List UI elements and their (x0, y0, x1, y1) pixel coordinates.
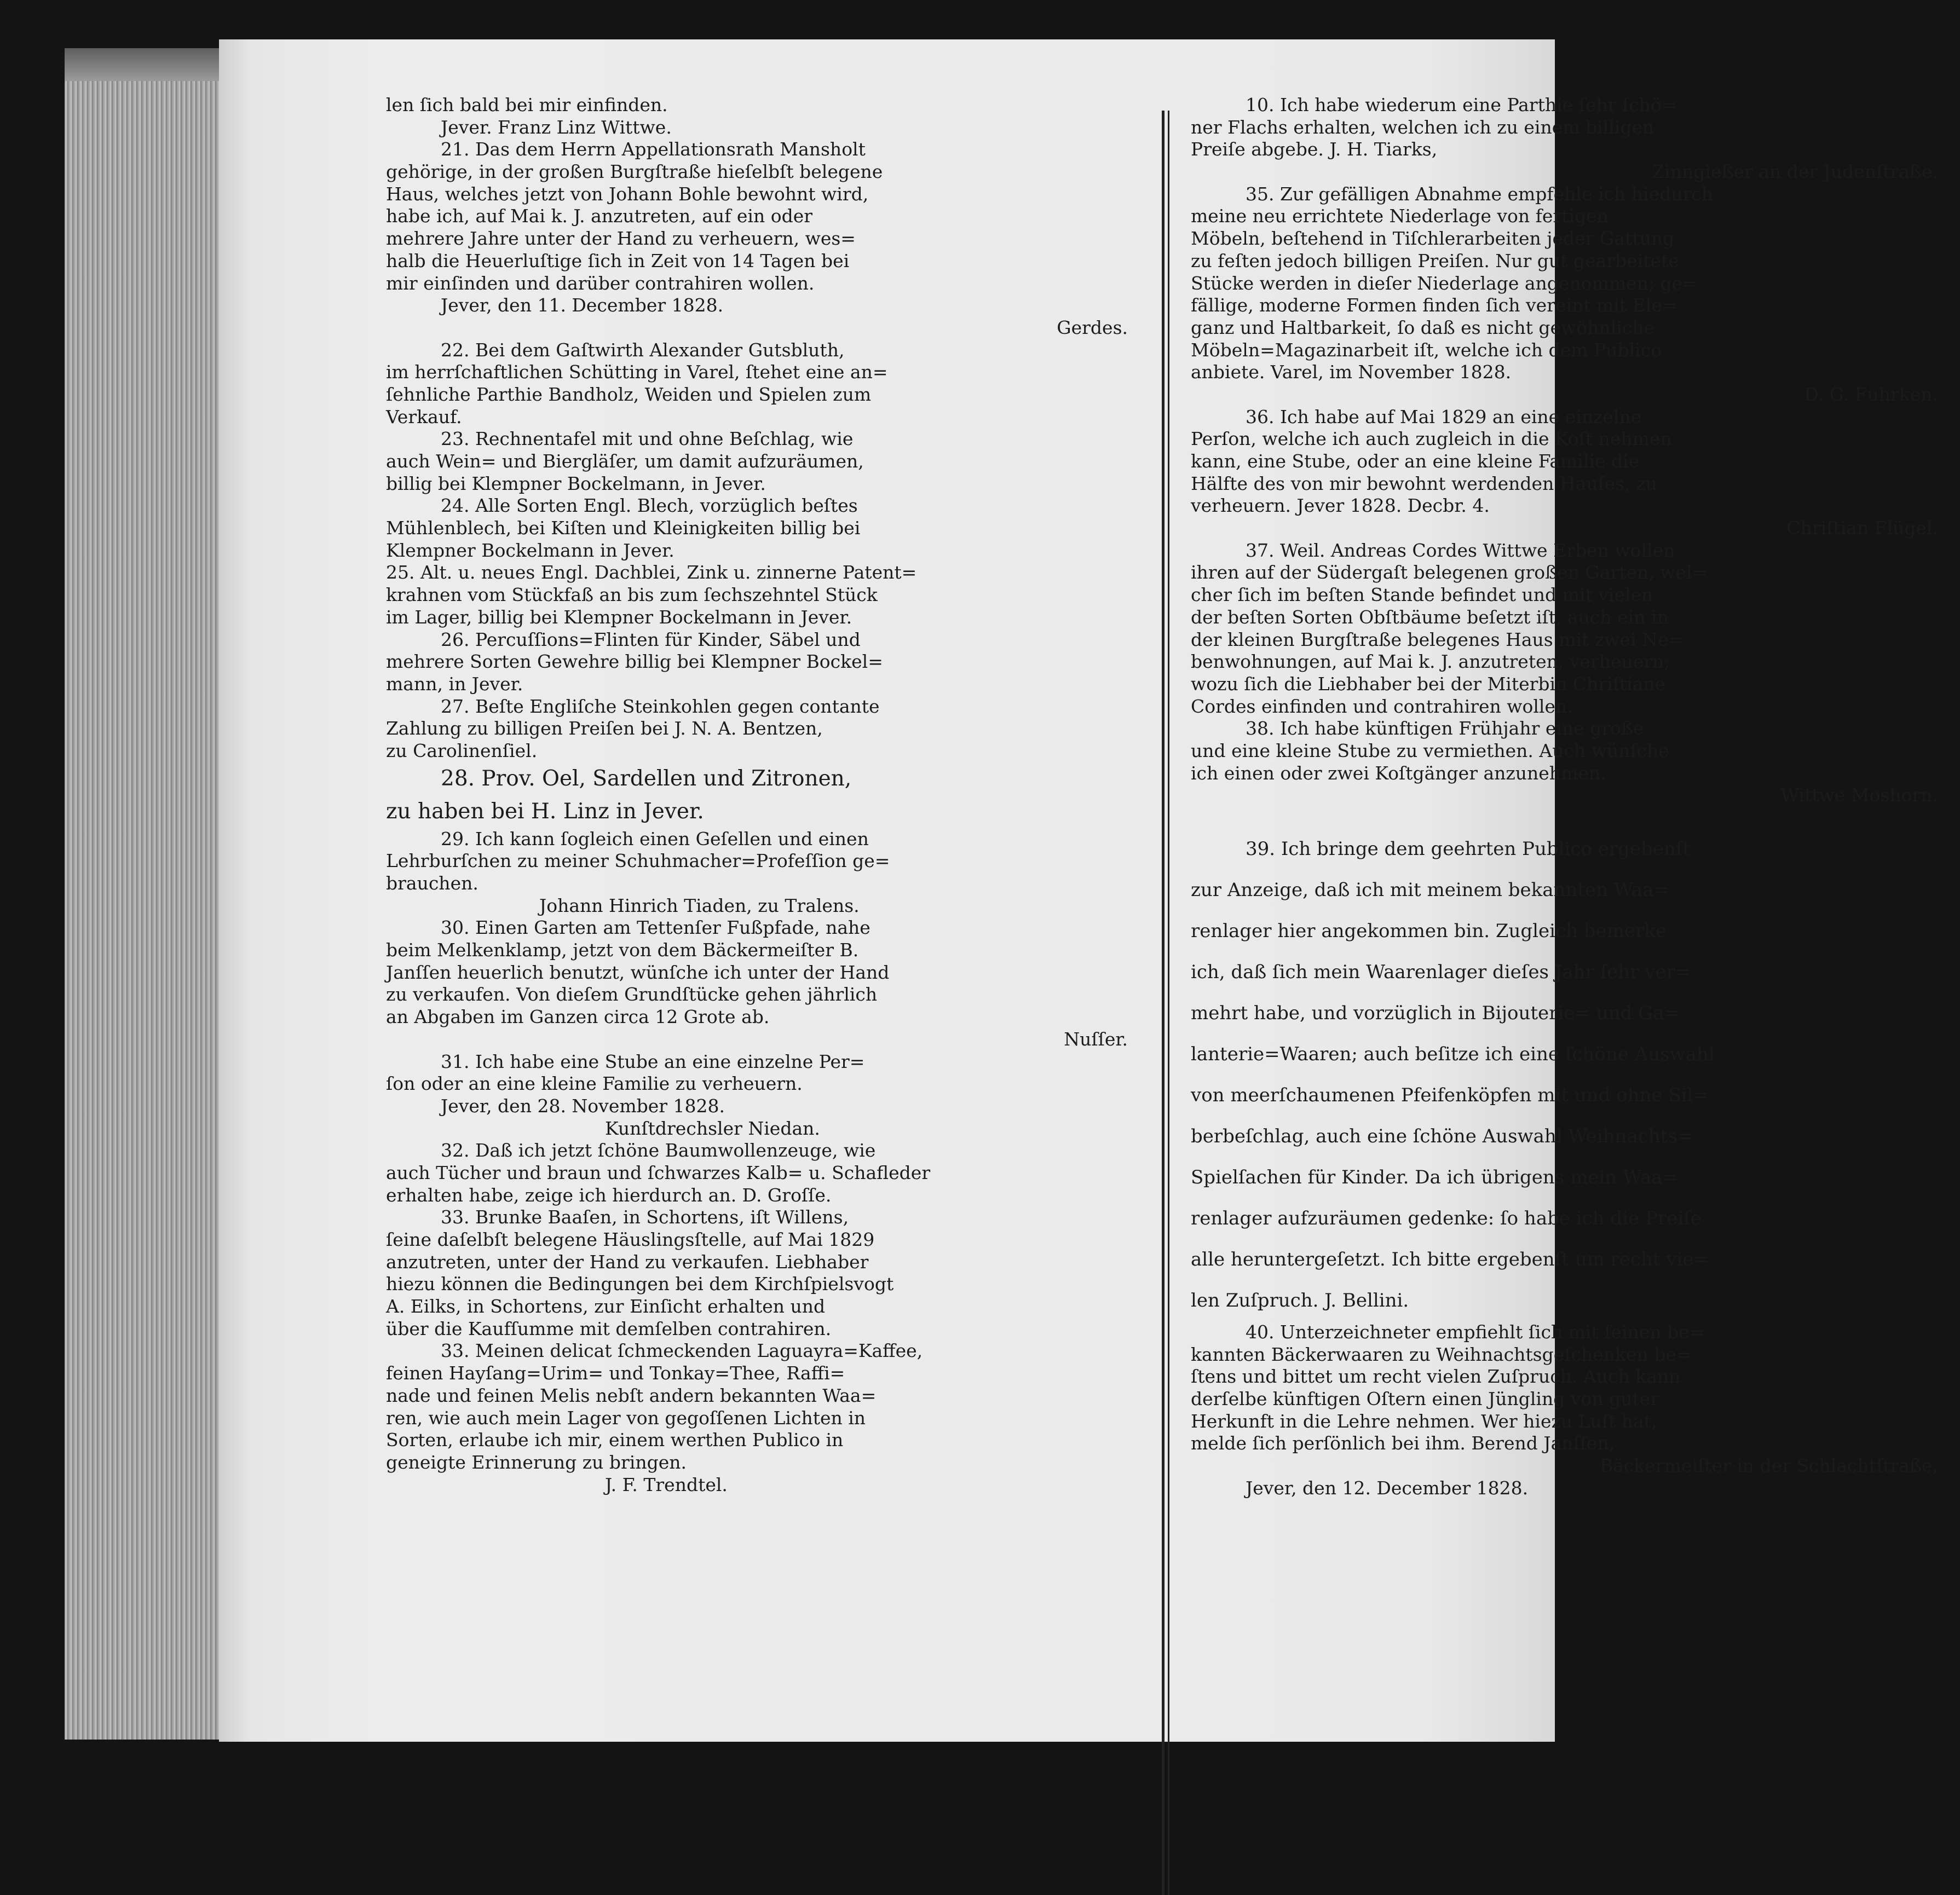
text-line: fällige, moderne Formen finden ſich vereint mit Ele= (1191, 294, 1677, 316)
text-line: 22. Bei dem Gaſtwirth Alexander Gutsbluth, (441, 339, 845, 361)
text-line: kann, eine Stube, oder an eine kleine Familie die (1191, 450, 1640, 472)
signature-line: D. G. Fuhrken. (1804, 383, 1938, 405)
text-line: Hälfte des von mir bewohnt werdenden Hauſes, zu (1191, 472, 1657, 494)
text-line: zu verkaufen. Von dieſem Grundſtücke gehen jährlich (386, 984, 878, 1006)
text-line: von meerſchaumenen Pfeifenköpfen mit und ohne Sil= (1191, 1084, 1709, 1106)
text-line: Mühlenblech, bei Kiſten und Kleinigkeiten billig bei (386, 517, 861, 539)
text-line: 35. Zur gefälligen Abnahme empfehle ich hiedurch (1246, 183, 1713, 205)
text-line: ihren auf der Südergaſt belegenen großen Garten, wel= (1191, 562, 1708, 583)
text-line: Möbeln=Magazinarbeit iſt, welche ich dem Publico (1191, 339, 1662, 361)
text-line: zu Carolinenſiel. (386, 739, 538, 761)
text-line: 23. Rechnentafel mit und ohne Beſchlag, wie (441, 428, 854, 450)
text-line: ich, daß ſich mein Waarenlager dieſes Jahr ſehr ver= (1191, 961, 1691, 983)
text-line: Herkunft in die Lehre nehmen. Wer hiezu Luſt hat, (1191, 1410, 1657, 1432)
column-divider (1162, 111, 1165, 1895)
text-line: Spielſachen für Kinder. Da ich übrigens mein Waa= (1191, 1166, 1679, 1188)
text-line: ſtens und bittet um recht vielen Zuſpruch. Auch kann (1191, 1366, 1681, 1388)
text-line: erhalten habe, zeige ich hierdurch an. D. Groſſe. (386, 1184, 832, 1206)
signature-line: Nuſſer. (1064, 1028, 1128, 1050)
text-line: feinen Hayſang=Urim= und Tonkay=Thee, Raffi= (386, 1362, 845, 1384)
text-line: hiezu können die Bedingungen bei dem Kirchſpielsvogt (386, 1273, 894, 1295)
text-line: 32. Daß ich jetzt ſchöne Baumwollenzeuge, wie (441, 1140, 876, 1162)
text-line: anzutreten, unter der Hand zu verkaufen. Liebhaber (386, 1251, 869, 1273)
text-line: krahnen vom Stückfaß an bis zum ſechszehntel Stück (386, 584, 878, 606)
text-line: brauchen. (386, 873, 479, 894)
signature-line: Wittwe Moshorn. (1780, 784, 1938, 806)
text-line: halb die Heuerluſtige ſich in Zeit von 14 Tagen bei (386, 250, 850, 271)
text-line: 29. Ich kann ſogleich einen Geſellen und einen (441, 828, 869, 850)
text-line: alle heruntergeſetzt. Ich bitte ergebenſt um recht vie= (1191, 1249, 1710, 1270)
text-line: mir einſinden und darüber contrahiren wollen. (386, 272, 815, 294)
text-line: der kleinen Burgſtraße belegenes Haus mit zwei Ne= (1191, 628, 1684, 650)
text-line: melde ſich perſönlich bei ihm. Berend Janſſen, (1191, 1432, 1615, 1454)
text-line: Jever, den 12. December 1828. (1246, 1477, 1529, 1499)
text-line: 27. Beſte Engliſche Steinkohlen gegen contante (441, 695, 880, 717)
text-line: mehrt habe, und vorzüglich in Bijouterie= und Ga= (1191, 1002, 1680, 1024)
left-column (386, 94, 1150, 1496)
text-line: 36. Ich habe auf Mai 1829 an eine einzelne (1246, 406, 1642, 427)
text-line-large: 28. Prov. Oel, Sardellen und Zitronen, (441, 766, 852, 791)
text-line: 40. Unterzeichneter empfiehlt ſich mit ſeinen be= (1246, 1321, 1705, 1343)
text-line: len Zuſpruch. J. Bellini. (1191, 1290, 1409, 1312)
text-line: ren, wie auch mein Lager von gegoſſenen Lichten in (386, 1407, 866, 1429)
text-line: im herrſchaftlichen Schütting in Varel, ſtehet eine an= (386, 361, 888, 383)
text-line: meine neu errichtete Niederlage von fertigen (1191, 205, 1609, 227)
signature-line: Bäckermeiſter in der Schlachtſtraße, (1599, 1455, 1938, 1477)
text-line: ganz und Haltbarkeit, ſo daß es nicht gewöhnliche (1191, 316, 1655, 338)
text-line: Jever, den 28. November 1828. (441, 1095, 725, 1117)
text-line: mehrere Jahre unter der Hand zu verheuern, wes= (386, 228, 856, 250)
text-line: Cordes einfinden und contrahiren wollen. (1191, 695, 1573, 717)
text-line: 10. Ich habe wiederum eine Parthie ſehr ſchö= (1246, 94, 1677, 115)
text-line: wozu ſich die Liebhaber bei der Miterbin Chriſtiane (1191, 673, 1666, 695)
text-line: 39. Ich bringe dem geehrten Publico ergebenſt (1246, 838, 1691, 860)
text-line: A. Eilks, in Schortens, zur Einſicht erhalten und (386, 1296, 826, 1318)
text-line: 38. Ich habe künftigen Frühjahr eine große (1246, 718, 1644, 739)
text-line: Preiſe abgebe. J. H. Tiarks, (1191, 138, 1438, 160)
text-line: lanterie=Waaren; auch beſitze ich eine ſchöne Auswahl (1191, 1043, 1715, 1065)
text-line: auch Wein= und Biergläſer, um damit aufzuräumen, (386, 450, 864, 472)
text-line: derſelbe künftigen Oſtern einen Jüngling von guter (1191, 1388, 1659, 1410)
text-line: zur Anzeige, daß ich mit meinem bekannten Waa= (1191, 879, 1669, 901)
text-line: Zahlung zu billigen Preiſen bei J. N. A. Bentzen, (386, 718, 823, 739)
newspaper-page (219, 39, 1938, 1742)
text-line: cher ſich im beſten Stande befindet und mit vielen (1191, 584, 1653, 606)
right-column (1191, 94, 1960, 1500)
text-line: Verkauf. (386, 406, 462, 427)
text-line: benwohnungen, auf Mai k. J. anzutreten, verheuern; (1191, 651, 1670, 673)
text-line: zu feſten jedoch billigen Preiſen. Nur gut gearbeitete (1191, 250, 1679, 271)
text-line: ner Flachs erhalten, welchen ich zu einem billigen (1191, 116, 1655, 138)
text-line: Janſſen heuerlich benutzt, wünſche ich unter der Hand (386, 961, 890, 983)
text-line: auch Tücher und braun und ſchwarzes Kalb= u. Schafleder (386, 1162, 931, 1183)
paragraph-spacer (1191, 807, 1960, 829)
text-line: renlager hier angekommen bin. Zugleich bemerke (1191, 920, 1667, 942)
text-line: mehrere Sorten Gewehre billig bei Klempner Bockel= (386, 651, 883, 673)
text-line: 26. Percuſſions=Flinten für Kinder, Säbel und (441, 628, 861, 650)
text-line: nade und feinen Melis nebſt andern bekannten Waa= (386, 1384, 877, 1406)
text-line: ſeine daſelbſt belegene Häuslingsſtelle, auf Mai 1829 (386, 1229, 875, 1250)
text-line: ich einen oder zwei Koſtgänger anzunehmen. (1191, 762, 1606, 784)
text-line: renlager aufzuräumen gedenke: ſo habe ich die Preiſe (1191, 1208, 1702, 1229)
text-line: Sorten, erlaube ich mir, einem werthen Publico in (386, 1429, 844, 1451)
text-line: habe ich, auf Mai k. J. anzutreten, auf ein oder (386, 205, 813, 227)
book-top-edge (65, 48, 229, 81)
text-line: ſehnliche Parthie Bandholz, Weiden und Spielen zum (386, 383, 872, 405)
text-line-large: zu haben bei H. Linz in Jever. (386, 799, 704, 824)
text-line: Jever. Franz Linz Wittwe. (441, 116, 672, 138)
text-line: 30. Einen Garten am Tettenſer Fußpfade, nahe (441, 917, 871, 939)
text-line: kannten Bäckerwaaren zu Weihnachtsgeſchenken be= (1191, 1343, 1692, 1365)
text-line: 33. Brunke Baaſen, in Schortens, iſt Willens, (441, 1206, 849, 1228)
text-line: an Abgaben im Ganzen circa 12 Grote ab. (386, 1006, 770, 1028)
text-line: 33. Meinen delicat ſchmeckenden Laguayra=Kaffee, (441, 1340, 923, 1362)
text-line: Stücke werden in dieſer Niederlage angenommen; ge= (1191, 272, 1698, 294)
text-line: über die Kaufſumme mit demſelben contrahiren. (386, 1318, 832, 1339)
text-line: gehörige, in der großen Burgſtraße hieſelbſt belegene (386, 161, 883, 183)
signature-line: Zinngießer an der Judenſtraße. (1652, 161, 1938, 183)
text-line: Jever, den 11. December 1828. (441, 294, 724, 316)
text-line: billig bei Klempner Bockelmann, in Jever. (386, 472, 766, 494)
text-line: 21. Das dem Herrn Appellationsrath Mansholt (441, 138, 866, 160)
text-line: ſon oder an eine kleine Familie zu verheuern. (386, 1073, 803, 1095)
text-line: Lehrburſchen zu meiner Schuhmacher=Profeſſion ge= (386, 850, 890, 872)
text-line: im Lager, billig bei Klempner Bockelmann in Jever. (386, 606, 852, 628)
text-line: 37. Weil. Andreas Cordes Wittwe Erben wollen (1246, 539, 1675, 561)
text-line: anbiete. Varel, im November 1828. (1191, 361, 1512, 383)
text-line: und eine kleine Stube zu vermiethen. Auch wünſche (1191, 739, 1669, 761)
text-line: der beſten Sorten Obſtbäume beſetzt iſt, auch ein in (1191, 606, 1669, 628)
text-line: len ſich bald bei mir einfinden. (386, 94, 668, 115)
text-line: Haus, welches jetzt von Johann Bohle bewohnt wird, (386, 183, 869, 205)
text-line: 31. Ich habe eine Stube an eine einzelne Per= (441, 1050, 865, 1072)
signature-line: Gerdes. (1057, 316, 1128, 338)
signature-line: J. F. Trendtel. (605, 1474, 728, 1495)
signature-line: Johann Hinrich Tiaden, zu Tralens. (539, 894, 860, 916)
text-line: Möbeln, beſtehend in Tiſchlerarbeiten jeder Gattung (1191, 228, 1675, 250)
text-line: beim Melkenklamp, jetzt von dem Bäckermeiſter B. (386, 939, 859, 961)
column-divider-inner (1168, 111, 1169, 1895)
text-line: 24. Alle Sorten Engl. Blech, vorzüglich beſtes (441, 495, 858, 517)
text-line: mann, in Jever. (386, 673, 523, 695)
book-page-edges (65, 48, 229, 1740)
text-line: Klempner Bockelmann in Jever. (386, 539, 675, 561)
text-line: 25. Alt. u. neues Engl. Dachblei, Zink u. zinnerne Patent= (386, 562, 917, 583)
signature-line: Chriſtian Flügel. (1786, 517, 1938, 539)
text-line: geneigte Erinnerung zu bringen. (386, 1451, 687, 1473)
text-line: verheuern. Jever 1828. Decbr. 4. (1191, 495, 1490, 517)
signature-line: Kunſtdrechsler Niedan. (605, 1117, 820, 1139)
text-line: Perſon, welche ich auch zugleich in die Koſt nehmen (1191, 428, 1672, 450)
text-line: berbeſchlag, auch eine ſchöne Auswahl Weihnachts= (1191, 1125, 1693, 1147)
